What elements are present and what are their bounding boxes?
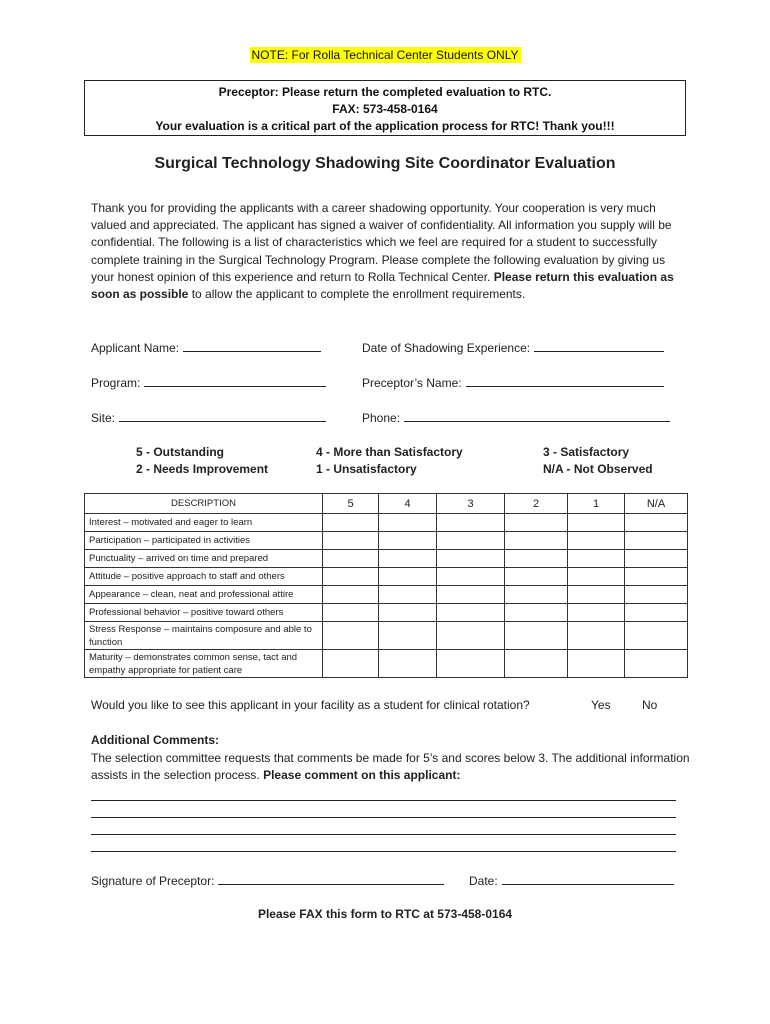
- yes-option[interactable]: Yes: [591, 698, 611, 712]
- preceptor-name-label: Preceptor’s Name:: [362, 376, 462, 390]
- header-5: 5: [323, 494, 379, 514]
- rating-cell-1[interactable]: [568, 650, 625, 678]
- applicant-name-label: Applicant Name:: [91, 341, 180, 355]
- signature-date-label: Date:: [469, 874, 498, 888]
- rating-cell-1[interactable]: [568, 586, 625, 604]
- scale-na: N/A - Not Observed: [543, 462, 653, 476]
- table-row: [85, 622, 688, 650]
- rating-cell-na[interactable]: [625, 514, 688, 532]
- row-description: Attitude – positive approach to staff and others: [85, 568, 323, 586]
- rating-cell-3[interactable]: [437, 604, 505, 622]
- note-text: NOTE: For Rolla Technical Center Students ONLY: [251, 48, 519, 62]
- intro-text-2: to allow the applicant to complete the enrollment requirements.: [188, 287, 526, 302]
- applicant-name-field[interactable]: [91, 340, 321, 355]
- preceptor-signature-label: Signature of Preceptor:: [91, 874, 215, 888]
- rating-cell-4[interactable]: [379, 604, 437, 622]
- additional-comments-text: [91, 750, 691, 784]
- scale-col-1: [136, 444, 268, 478]
- clinical-rotation-question: Would you like to see this applicant in your facility as a student for clinical rotation?: [91, 698, 530, 712]
- scale-2: 2 - Needs Improvement: [136, 462, 269, 476]
- rating-cell-na[interactable]: [625, 568, 688, 586]
- scale-col-3: [543, 444, 653, 478]
- rating-cell-5[interactable]: [323, 604, 379, 622]
- header-na: N/A: [625, 494, 688, 514]
- rating-cell-2[interactable]: [505, 514, 568, 532]
- rating-cell-5[interactable]: [323, 568, 379, 586]
- table-row: [85, 568, 688, 586]
- rating-cell-1[interactable]: [568, 568, 625, 586]
- rating-cell-5[interactable]: [323, 586, 379, 604]
- rating-cell-na[interactable]: [625, 650, 688, 678]
- rating-cell-2[interactable]: [505, 586, 568, 604]
- rating-cell-4[interactable]: [379, 650, 437, 678]
- rating-cell-2[interactable]: [505, 550, 568, 568]
- rating-cell-4[interactable]: [379, 622, 437, 650]
- comment-line[interactable]: [91, 834, 676, 835]
- preceptor-line-3: Your evaluation is a critical part of the application process for RTC! Thank you!!!: [155, 119, 615, 133]
- header-2: 2: [505, 494, 568, 514]
- rating-cell-5[interactable]: [323, 532, 379, 550]
- rating-cell-3[interactable]: [437, 532, 505, 550]
- rating-cell-4[interactable]: [379, 532, 437, 550]
- intro-bold: Please return this evaluation as soon as possible: [91, 269, 674, 302]
- rating-cell-2[interactable]: [505, 650, 568, 678]
- preceptor-name-blank[interactable]: [466, 375, 664, 387]
- rating-cell-na[interactable]: [625, 622, 688, 650]
- site-blank[interactable]: [119, 410, 326, 422]
- phone-field[interactable]: [362, 410, 670, 425]
- preceptor-signature-blank[interactable]: [218, 873, 444, 885]
- shadowing-date-blank[interactable]: [534, 340, 664, 352]
- comment-line[interactable]: [91, 817, 676, 818]
- row-description: Maturity – demonstrates common sense, tact and empathy appropriate for patient care: [85, 650, 323, 678]
- row-description: Interest – motivated and eager to learn: [85, 514, 323, 532]
- preceptor-instructions-box: [84, 80, 686, 136]
- additional-text: The selection committee requests that comments be made for 5’s and scores below 3. The additional information assists in the selection process.: [91, 751, 690, 782]
- preceptor-line-1: Preceptor: Please return the completed evaluation to RTC.: [218, 85, 552, 99]
- rating-cell-5[interactable]: [323, 622, 379, 650]
- preceptor-name-field[interactable]: [362, 375, 664, 390]
- signature-date-blank[interactable]: [502, 873, 674, 885]
- scale-5: 5 - Outstanding: [136, 445, 224, 459]
- table-row: [85, 514, 688, 532]
- rating-cell-3[interactable]: [437, 514, 505, 532]
- program-field[interactable]: [91, 375, 326, 390]
- scale-1: 1 - Unsatisfactory: [316, 462, 417, 476]
- table-row: [85, 604, 688, 622]
- header-description: DESCRIPTION: [85, 494, 323, 514]
- intro-paragraph: [91, 200, 691, 303]
- additional-bold: Please comment on this applicant:: [263, 768, 461, 782]
- rating-cell-5[interactable]: [323, 514, 379, 532]
- phone-blank[interactable]: [404, 410, 670, 422]
- row-description: Participation – participated in activities: [85, 532, 323, 550]
- preceptor-signature-field[interactable]: [91, 873, 444, 888]
- note-banner: [0, 46, 770, 64]
- rating-cell-4[interactable]: [379, 586, 437, 604]
- program-blank[interactable]: [144, 375, 326, 387]
- scale-3: 3 - Satisfactory: [543, 445, 630, 459]
- header-4: 4: [379, 494, 437, 514]
- rating-cell-1[interactable]: [568, 550, 625, 568]
- page-title: Surgical Technology Shadowing Site Coordinator Evaluation: [154, 155, 616, 172]
- phone-label: Phone:: [362, 411, 401, 425]
- rating-cell-na[interactable]: [625, 550, 688, 568]
- intro-text-1: Thank you for providing the applicants with a career shadowing opportunity. Your cooperation is very much valued and appreciated. The applicant has signed a waiver of confidentiality. All information you supply will be confidential. The following is a list of characteristics which we feel are required for a student to successfully complete training in the Surgical Technology Program. Please complete the following evaluation by giving us your honest opinion of this experience and return to Rolla Technical Center.: [91, 201, 672, 284]
- rating-cell-1[interactable]: [568, 514, 625, 532]
- program-label: Program:: [91, 376, 141, 390]
- table-row: [85, 550, 688, 568]
- rating-cell-3[interactable]: [437, 550, 505, 568]
- header-1: 1: [568, 494, 625, 514]
- site-label: Site:: [91, 411, 116, 425]
- comment-line[interactable]: [91, 851, 676, 852]
- rating-cell-2[interactable]: [505, 532, 568, 550]
- signature-date-field[interactable]: [469, 873, 674, 888]
- rating-cell-na[interactable]: [625, 532, 688, 550]
- comment-line[interactable]: [91, 800, 676, 801]
- rating-cell-5[interactable]: [323, 550, 379, 568]
- rating-cell-3[interactable]: [437, 622, 505, 650]
- additional-comments-heading: Additional Comments:: [91, 733, 219, 747]
- rating-cell-5[interactable]: [323, 650, 379, 678]
- rating-cell-2[interactable]: [505, 622, 568, 650]
- shadowing-date-field[interactable]: [362, 340, 664, 355]
- row-description: Appearance – clean, neat and professional attire: [85, 586, 323, 604]
- rating-cell-1[interactable]: [568, 622, 625, 650]
- scale-col-2: [316, 444, 463, 478]
- row-description: Professional behavior – positive toward others: [85, 604, 323, 622]
- rating-cell-4[interactable]: [379, 514, 437, 532]
- rating-cell-2[interactable]: [505, 604, 568, 622]
- table-header-row: [85, 494, 688, 514]
- rating-cell-3[interactable]: [437, 650, 505, 678]
- rating-cell-4[interactable]: [379, 568, 437, 586]
- rating-cell-3[interactable]: [437, 586, 505, 604]
- scale-4: 4 - More than Satisfactory: [316, 445, 463, 459]
- table-row: [85, 532, 688, 550]
- row-description: Punctuality – arrived on time and prepared: [85, 550, 323, 568]
- row-description: Stress Response – maintains composure and able to function: [85, 622, 323, 650]
- rating-cell-na[interactable]: [625, 604, 688, 622]
- site-field[interactable]: [91, 410, 326, 425]
- fax-footer: Please FAX this form to RTC at 573-458-0164: [257, 907, 513, 921]
- evaluation-table: [84, 493, 688, 678]
- rating-cell-na[interactable]: [625, 586, 688, 604]
- fax-line: FAX: 573-458-0164: [332, 102, 438, 116]
- no-option[interactable]: No: [642, 698, 658, 712]
- shadowing-date-label: Date of Shadowing Experience:: [362, 341, 531, 355]
- rating-cell-3[interactable]: [437, 568, 505, 586]
- rating-cell-2[interactable]: [505, 568, 568, 586]
- applicant-name-blank[interactable]: [183, 340, 321, 352]
- table-row: [85, 586, 688, 604]
- rating-cell-1[interactable]: [568, 532, 625, 550]
- table-row: [85, 650, 688, 678]
- rating-cell-1[interactable]: [568, 604, 625, 622]
- rating-cell-4[interactable]: [379, 550, 437, 568]
- header-3: 3: [437, 494, 505, 514]
